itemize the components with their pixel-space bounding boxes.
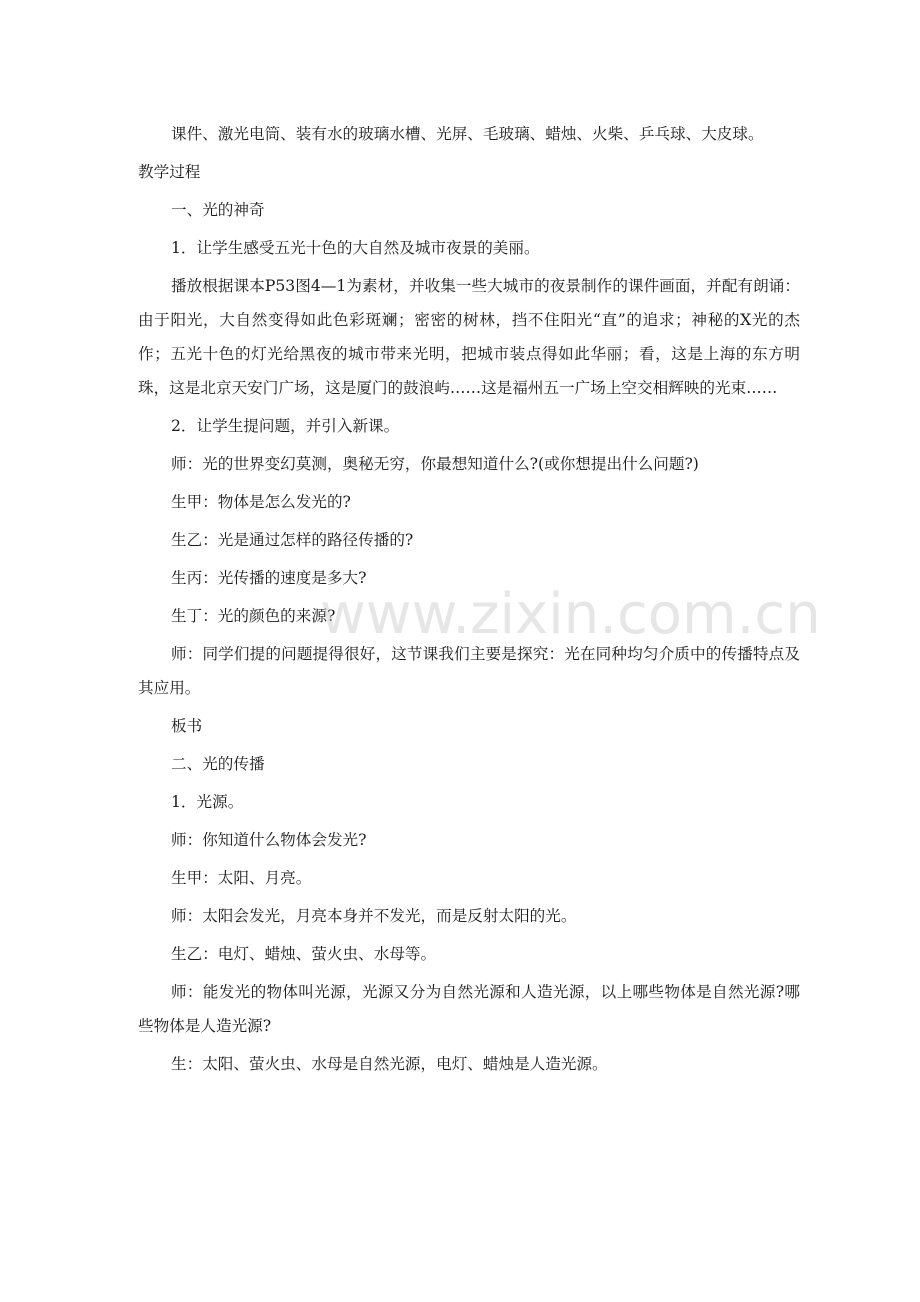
paragraph-materials: 课件、激光电筒、装有水的玻璃水槽、光屏、毛玻璃、蜡烛、火柴、乒乓球、大皮球。 bbox=[171, 125, 764, 143]
dialog-student-3: 生：太阳、萤火虫、水母是自然光源，电灯、蜡烛是人造光源。 bbox=[171, 1055, 608, 1073]
dialog-teacher-3: 师：你知道什么物体会发光? bbox=[171, 831, 367, 849]
dialog-student-d-1: 生丁：光的颜色的来源? bbox=[171, 607, 336, 625]
label-blackboard: 板书 bbox=[171, 717, 203, 735]
dialog-teacher-5: 师：能发光的物体叫光源，光源又分为自然光源和人造光源，以上哪些物体是自然光源?哪些物体是人造光源? bbox=[138, 983, 800, 1035]
document-body bbox=[138, 117, 800, 1081]
paragraph-courseware: 播放根据课本P53图4—1为素材，并收集一些大城市的夜景制作的课件画面，并配有朗诵：由于阳光，大自然变得如此色彩斑斓；密密的树林，挡不住阳光“直”的追求；神秘的X光的杰作；五光十色的灯光给黑夜的城市带来光明，把城市装点得如此华丽；看，这是上海的东方明珠，这是北京天安门广场，这是厦门的鼓浪屿……这是福州五一广场上空交相辉映的光束…… bbox=[138, 277, 800, 397]
dialog-student-c-1: 生丙：光传播的速度是多大? bbox=[171, 569, 367, 587]
dialog-student-a-1: 生甲：物体是怎么发光的? bbox=[171, 493, 351, 511]
dialog-student-a-2: 生甲：太阳、月亮。 bbox=[171, 869, 312, 887]
item-1-2: 2．让学生提问题，并引入新课。 bbox=[171, 417, 400, 435]
dialog-teacher-4: 师：太阳会发光，月亮本身并不发光，而是反射太阳的光。 bbox=[171, 907, 577, 925]
section-heading-2: 二、光的传播 bbox=[171, 755, 265, 773]
item-1-1: 1．让学生感受五光十色的大自然及城市夜景的美丽。 bbox=[171, 239, 540, 257]
watermark: www.zixin.com.cn bbox=[320, 582, 821, 647]
item-2-1: 1．光源。 bbox=[171, 793, 244, 811]
dialog-student-b-1: 生乙：光是通过怎样的路径传播的? bbox=[171, 531, 414, 549]
dialog-teacher-2: 师：同学们提的问题提得很好，这节课我们主要是探究：光在同种均匀介质中的传播特点及其应用。 bbox=[138, 645, 800, 697]
heading-teaching-process: 教学过程 bbox=[138, 163, 201, 181]
dialog-teacher-1: 师：光的世界变幻莫测，奥秘无穷，你最想知道什么?(或你想提出什么问题?) bbox=[171, 455, 699, 473]
dialog-student-b-2: 生乙：电灯、蜡烛、萤火虫、水母等。 bbox=[171, 945, 437, 963]
section-heading-1: 一、光的神奇 bbox=[171, 201, 265, 219]
